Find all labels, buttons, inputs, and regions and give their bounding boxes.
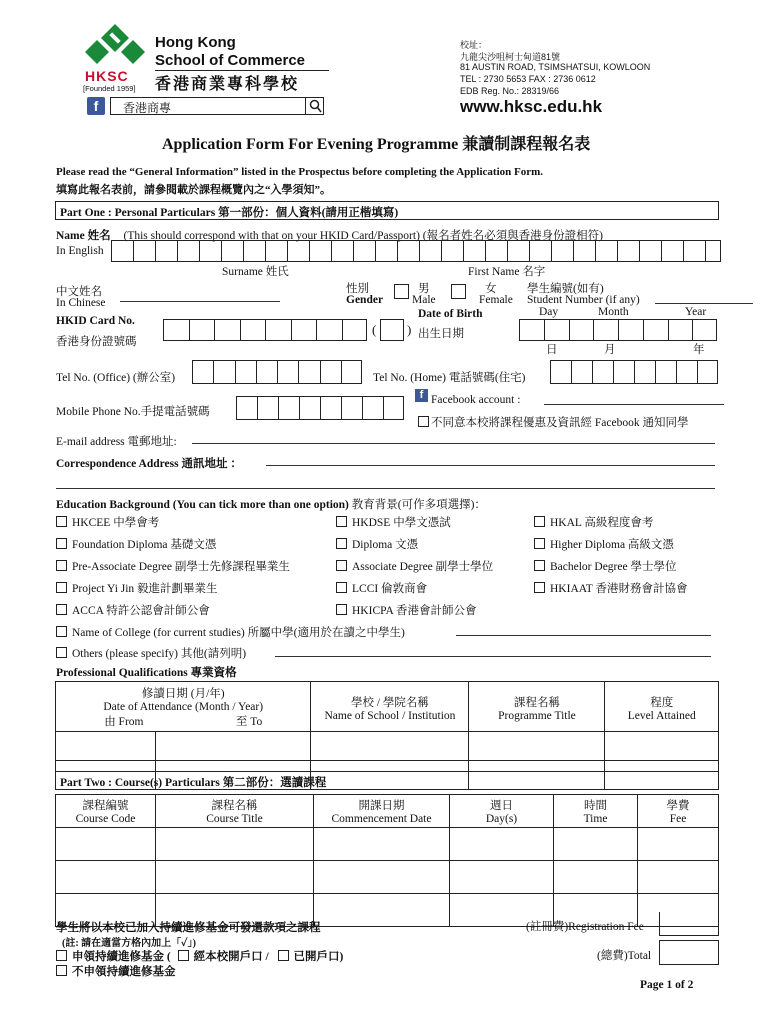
col-commencement: 開課日期 Commencement Date	[314, 795, 450, 828]
tel-home-label: Tel No. (Home) 電話號碼(住宅)	[373, 372, 526, 384]
dob-zh-label: 出生日期	[418, 328, 464, 340]
checkbox[interactable]	[336, 560, 347, 571]
checkbox[interactable]	[336, 516, 347, 527]
attendance-header: 修讀日期 (月/年) Date of Attendance (Month / Year) 由 From 至 To	[56, 682, 311, 732]
new-account-checkbox[interactable]	[178, 950, 189, 961]
hkid-boxes[interactable]	[163, 319, 367, 341]
female-en: Female	[479, 294, 513, 306]
in-chinese-label: In Chinese	[56, 297, 106, 309]
apply-cef-option[interactable]: 申領持續進修基金 ( 經本校開戶口 / 已開戶口)	[56, 948, 343, 964]
page-number: Page 1 of 2	[640, 979, 694, 991]
name-note: (This should correspond with that on your HKID Card/Passport) (報名者姓名必須與香港身份證相符)	[123, 230, 603, 242]
programme-header: 課程名稱 Programme Title	[469, 682, 605, 732]
total-box[interactable]	[659, 940, 719, 965]
instruction-zh: 填寫此報名表前，請參閱載於課程概覽內之“入學須知”。	[56, 184, 331, 196]
education-heading: Education Background (You can tick more than one option) 教育背景(可作多項選擇)：	[56, 499, 486, 511]
dob-month-label: Month	[598, 306, 629, 318]
edu-option[interactable]: Associate Degree 副學士學位	[336, 558, 493, 574]
correspondence-label: Correspondence Address 通訊地址 ：	[56, 458, 242, 470]
tel-office-label: Tel No. (Office) (辦公室)	[56, 372, 176, 384]
tel-fax: TEL : 2730 5653 FAX : 2736 0612	[460, 74, 596, 84]
email-field[interactable]	[192, 434, 715, 444]
hkid-paren-close: )	[407, 322, 412, 337]
school-logo	[83, 22, 147, 94]
dob-year-zh: 年	[693, 344, 705, 356]
gender-en-label: Gender	[346, 294, 384, 306]
student-no-field[interactable]	[655, 296, 753, 304]
edu-option[interactable]: Diploma 文憑	[336, 536, 418, 552]
school-name-zh: 香港商業專科學校	[155, 76, 300, 93]
apply-cef-checkbox[interactable]	[56, 950, 67, 961]
college-option[interactable]: Name of College (for current studies) 所屬中學(適用於在讀之中學生)	[56, 624, 405, 640]
checkbox[interactable]	[56, 626, 67, 637]
checkbox[interactable]	[56, 604, 67, 615]
cef-line: 學生將以本校已加入持續進修基金可發還款項之課程	[56, 922, 321, 934]
not-apply-cef-option[interactable]: 不申領持續進修基金	[56, 963, 176, 979]
hkid-zh-label: 香港身份證號碼	[56, 336, 137, 348]
checkbox[interactable]	[336, 582, 347, 593]
male-zh: 男	[418, 283, 430, 295]
col-time: 時間 Time	[554, 795, 638, 828]
checkbox[interactable]	[56, 647, 67, 658]
course-row[interactable]	[56, 828, 719, 861]
form-title: Application Form For Evening Programme 兼讀制課程報名表	[162, 136, 591, 153]
first-name-label: First Name 名字	[468, 266, 546, 278]
instruction-en: Please read the “General Information” listed in the Prospectus before completing the Application Form.	[56, 166, 544, 178]
facebook-optout-checkbox[interactable]	[418, 416, 429, 427]
checkbox[interactable]	[534, 560, 545, 571]
course-table	[55, 794, 719, 927]
school-name-en-2: School of Commerce	[155, 52, 306, 69]
edu-option[interactable]: Project Yi Jin 毅進計劃畢業生	[56, 580, 218, 596]
search-text: 香港商專	[123, 101, 172, 115]
edb-reg: EDB Reg. No.: 28319/66	[460, 86, 560, 96]
others-field[interactable]	[275, 647, 711, 657]
edu-option[interactable]: ACCA 特許公認會計師公會	[56, 602, 210, 618]
checkbox[interactable]	[56, 582, 67, 593]
total-label: (總費)Total	[597, 950, 652, 962]
facebook-account-field[interactable]	[544, 396, 724, 405]
school-header: 學校 / 學院名稱 Name of School / Institution	[311, 682, 469, 732]
edu-option[interactable]: Higher Diploma 高級文憑	[534, 536, 674, 552]
edu-option[interactable]: HKDSE 中學文憑試	[336, 514, 451, 530]
female-zh: 女	[485, 283, 497, 295]
dob-year-label: Year	[685, 306, 707, 318]
website[interactable]: www.hksc.edu.hk	[460, 97, 603, 116]
founded-year: [Founded 1959]	[83, 84, 136, 93]
checkbox[interactable]	[56, 538, 67, 549]
not-apply-checkbox[interactable]	[56, 965, 67, 976]
dob-en-label: Date of Birth	[418, 308, 483, 320]
checkbox[interactable]	[56, 516, 67, 527]
tel-office-boxes[interactable]	[192, 360, 362, 384]
search-icon[interactable]	[309, 99, 322, 116]
edu-option[interactable]: LCCI 倫敦商會	[336, 580, 427, 596]
hkid-paren-open: (	[372, 322, 377, 337]
col-days: 週日 Day(s)	[450, 795, 554, 828]
search-divider	[305, 98, 306, 114]
checkbox[interactable]	[336, 604, 347, 615]
facebook-account-label: Facebook account :	[431, 394, 521, 406]
student-no-en: Student Number (if any)	[527, 294, 640, 306]
address-en: 81 AUSTIN ROAD, TSIMSHATSUI, KOWLOON	[460, 62, 651, 72]
cef-note: (註: 請在適當方格內加上「✓」)	[62, 938, 196, 949]
email-label: E-mail address 電郵地址:	[56, 436, 177, 448]
address-label: 校址：	[460, 40, 488, 50]
edu-option[interactable]: Pre-Associate Degree 副學士先修課程畢業生	[56, 558, 290, 574]
hkid-check-digit-box[interactable]	[380, 319, 404, 341]
course-row[interactable]	[56, 861, 719, 894]
others-option[interactable]: Others (please specify) 其他(請列明)	[56, 645, 246, 661]
dob-month-zh: 月	[604, 344, 616, 356]
mobile-label: Mobile Phone No.手提電話號碼	[56, 406, 210, 418]
zh-name-label: 中文姓名	[56, 286, 102, 298]
edu-option[interactable]: Bachelor Degree 學士學位	[534, 558, 676, 574]
part-one-heading: Part One : Personal Particulars 第一部份：個人資料(請用正楷填寫)	[55, 201, 719, 220]
in-english-label: In English	[56, 245, 104, 257]
checkbox[interactable]	[534, 538, 545, 549]
professional-row[interactable]	[56, 732, 719, 761]
mobile-boxes[interactable]	[236, 396, 404, 420]
student-no-zh: 學生編號(如有)	[527, 283, 604, 295]
edu-option[interactable]: Foundation Diploma 基礎文憑	[56, 536, 216, 552]
search-bar[interactable]	[110, 97, 324, 115]
checkbox[interactable]	[534, 582, 545, 593]
existing-account-checkbox[interactable]	[278, 950, 289, 961]
facebook-optout[interactable]: 不同意本校將課程優惠及資訊經 Facebook 通知同學	[418, 414, 688, 430]
facebook-icon[interactable]: f	[87, 97, 105, 115]
checkbox[interactable]	[534, 516, 545, 527]
col-fee: 學費 Fee	[638, 795, 719, 828]
logo-letters: HKSC	[85, 68, 129, 84]
gender-zh-label: 性別	[346, 283, 369, 295]
level-header: 程度 Level Attained	[605, 682, 719, 732]
col-course-code: 課程編號 Course Code	[56, 795, 156, 828]
surname-label: Surname 姓氏	[222, 266, 289, 278]
address-field-1[interactable]	[266, 456, 715, 466]
to-label: 至 To	[235, 716, 263, 728]
dob-boxes[interactable]	[519, 319, 717, 341]
edu-option[interactable]: HKICPA 香港會計師公會	[336, 602, 477, 618]
registration-fee-label: (註冊費)Registration Fee	[526, 921, 644, 933]
checkbox[interactable]	[56, 560, 67, 571]
checkbox[interactable]	[336, 538, 347, 549]
chinese-name-field[interactable]	[120, 294, 280, 302]
dob-day-zh: 日	[546, 344, 558, 356]
name-label: Name 姓名 (This should correspond with that on your HKID Card/Passport) (報名者姓名必須與香港身份證相符)	[56, 230, 603, 242]
tel-home-boxes[interactable]	[550, 360, 718, 384]
college-field[interactable]	[456, 626, 711, 636]
col-course-title: 課程名稱 Course Title	[156, 795, 314, 828]
part-two-heading: Part Two : Course(s) Particulars 第二部份：選讀課程	[55, 771, 719, 790]
address-zh: 九龍尖沙咀柯士甸道81號	[460, 52, 561, 62]
edu-option[interactable]: HKCEE 中學會考	[56, 514, 159, 530]
professional-heading: Professional Qualifications 專業資格	[56, 667, 237, 679]
male-en: Male	[412, 294, 436, 306]
english-name-boxes[interactable]	[111, 240, 721, 262]
female-checkbox[interactable]	[451, 284, 466, 299]
facebook-small-icon: f	[415, 389, 428, 402]
from-label: 由 From	[104, 716, 144, 728]
school-name-en-1: Hong Kong	[155, 34, 236, 51]
hkid-en-label: HKID Card No.	[56, 315, 135, 327]
edu-option[interactable]: HKIAAT 香港財務會計協會	[534, 580, 687, 596]
registration-fee-box[interactable]	[659, 912, 719, 936]
male-checkbox[interactable]	[394, 284, 409, 299]
address-field-2[interactable]	[56, 479, 715, 489]
dob-day-label: Day	[539, 306, 559, 318]
edu-option[interactable]: HKAL 高級程度會考	[534, 514, 653, 530]
